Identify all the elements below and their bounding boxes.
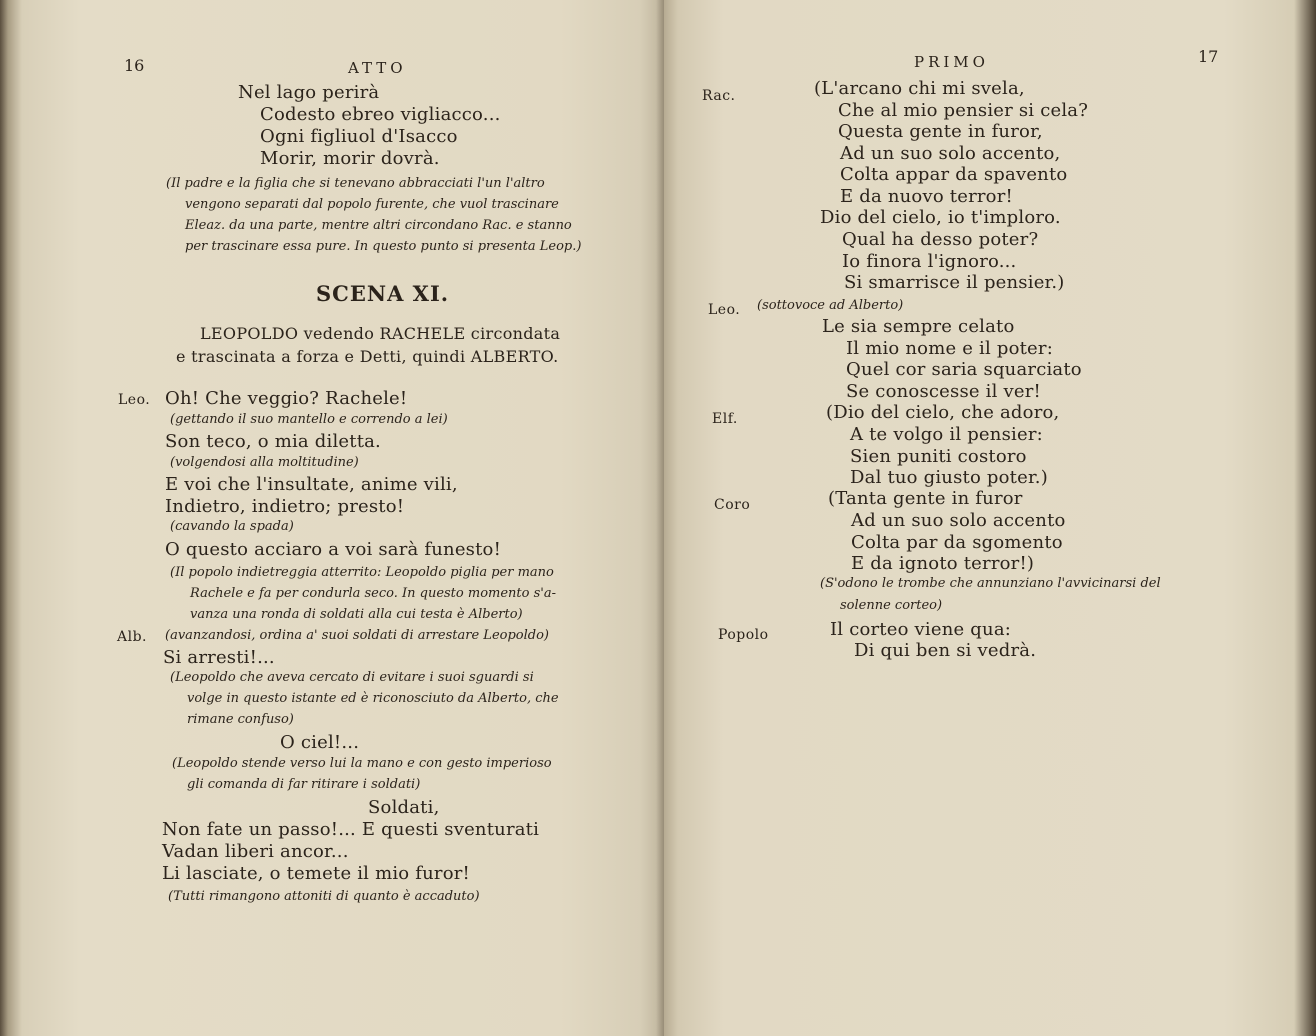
verse-line: Indietro, indietro; presto!: [165, 496, 405, 517]
speaker-label: Leo.: [118, 392, 151, 408]
verse-line: Non fate un passo!... E questi sventurati: [162, 819, 540, 840]
stage-direction: (Tutti rimangono attoniti di quanto è accaduto): [168, 889, 480, 904]
verse-line: Ad un suo solo accento: [851, 510, 1066, 531]
verse-line: Morir, morir dovrà.: [260, 148, 440, 169]
verse-line: Soldati,: [368, 797, 440, 818]
verse-line: Codesto ebreo vigliacco...: [260, 104, 501, 125]
speaker-label: Alb.: [117, 629, 147, 645]
verse-line: O questo acciaro a voi sarà funesto!: [165, 539, 502, 560]
verse-line: Le sia sempre celato: [822, 316, 1015, 337]
stage-direction: (Il padre e la figlia che si tenevano abbracciati l'un l'altro: [166, 176, 545, 191]
verse-line: Ogni figliuol d'Isacco: [260, 126, 458, 147]
verse-line: Son teco, o mia diletta.: [165, 431, 381, 452]
stage-direction: (Leopoldo stende verso lui la mano e con gesto imperioso: [172, 756, 552, 771]
stage-direction: volge in questo istante ed è riconosciuto da Alberto, che: [187, 691, 559, 706]
stage-direction: Eleaz. da una parte, mentre altri circondano Rac. e stanno: [185, 218, 572, 233]
speaker-label: Leo.: [708, 302, 741, 318]
page-number: 16: [124, 56, 145, 75]
stage-direction: (sottovoce ad Alberto): [757, 298, 904, 313]
verse-line: Nel lago perirà: [238, 82, 380, 103]
verse-line: A te volgo il pensier:: [850, 424, 1043, 445]
verse-line: (Tanta gente in furor: [828, 488, 1023, 509]
verse-line: Si smarrisce il pensier.): [844, 272, 1065, 293]
stage-direction: (cavando la spada): [170, 519, 294, 534]
stage-direction: (Leopoldo che aveva cercato di evitare i suoi sguardi si: [170, 670, 534, 685]
verse-line: Questa gente in furor,: [838, 121, 1043, 142]
speaker-label: Coro: [714, 497, 751, 513]
verse-line: Qual ha desso poter?: [842, 229, 1039, 250]
verse-line: Di qui ben si vedrà.: [854, 640, 1037, 661]
verse-line: Vadan liberi ancor...: [162, 841, 349, 862]
verse-line: Che al mio pensier si cela?: [838, 100, 1089, 121]
verse-line: (L'arcano chi mi svela,: [814, 78, 1025, 99]
stage-direction: (Il popolo indietreggia atterrito: Leopoldo piglia per mano: [170, 565, 554, 580]
verse-line: E voi che l'insultate, anime vili,: [165, 474, 458, 495]
verse-line: Il mio nome e il poter:: [846, 338, 1053, 359]
verse-line: E da nuovo terror!: [840, 186, 1013, 207]
cast-line: LEOPOLDO vedendo RACHELE circondata: [200, 324, 561, 343]
page-number: 17: [1198, 47, 1219, 66]
scene-heading: SCENA XI.: [316, 281, 450, 306]
verse-line: E da ignoto terror!): [851, 553, 1035, 574]
verse-line: Oh! Che veggio? Rachele!: [165, 388, 408, 409]
verse-line: Dal tuo giusto poter.): [850, 467, 1048, 488]
verse-line: Si arresti!...: [163, 647, 275, 668]
stage-direction: (volgendosi alla moltitudine): [170, 455, 359, 470]
stage-direction: rimane confuso): [187, 712, 294, 727]
stage-direction: (avanzandosi, ordina a' suoi soldati di arrestare Leopoldo): [165, 628, 549, 643]
stage-direction: Rachele e fa per condurla seco. In questo momento s'a-: [190, 586, 556, 601]
verse-line: (Dio del cielo, che adoro,: [826, 402, 1060, 423]
speaker-label: Popolo: [718, 627, 769, 643]
verse-line: Quel cor saria squarciato: [846, 359, 1082, 380]
stage-direction: vengono separati dal popolo furente, che vuol trascinare: [185, 197, 559, 212]
stage-direction: vanza una ronda di soldati alla cui testa è Alberto): [190, 607, 523, 622]
verse-line: Li lasciate, o temete il mio furor!: [162, 863, 470, 884]
verse-line: Il corteo viene qua:: [830, 619, 1012, 640]
verse-line: Sien puniti costoro: [850, 446, 1027, 467]
cast-line: e trascinata a forza e Detti, quindi ALBERTO.: [176, 347, 559, 366]
stage-direction: per trascinare essa pure. In questo punto si presenta Leop.): [185, 239, 582, 254]
verse-line: Colta par da sgomento: [851, 532, 1063, 553]
stage-direction: (S'odono le trombe che annunziano l'avvicinarsi del: [820, 576, 1161, 591]
running-head: PRIMO: [914, 53, 989, 71]
stage-direction: (gettando il suo mantello e correndo a lei): [170, 412, 448, 427]
stage-direction: solenne corteo): [840, 598, 943, 613]
running-head: ATTO: [348, 59, 407, 77]
speaker-label: Rac.: [702, 88, 736, 104]
right-page: [664, 0, 1316, 1036]
stage-direction: gli comanda di far ritirare i soldati): [187, 777, 421, 792]
verse-line: Se conoscesse il ver!: [846, 381, 1041, 402]
verse-line: O ciel!...: [280, 732, 360, 753]
verse-line: Io finora l'ignoro...: [842, 251, 1017, 272]
speaker-label: Elf.: [712, 411, 738, 427]
verse-line: Dio del cielo, io t'imploro.: [820, 207, 1061, 228]
verse-line: Ad un suo solo accento,: [840, 143, 1061, 164]
verse-line: Colta appar da spavento: [840, 164, 1068, 185]
